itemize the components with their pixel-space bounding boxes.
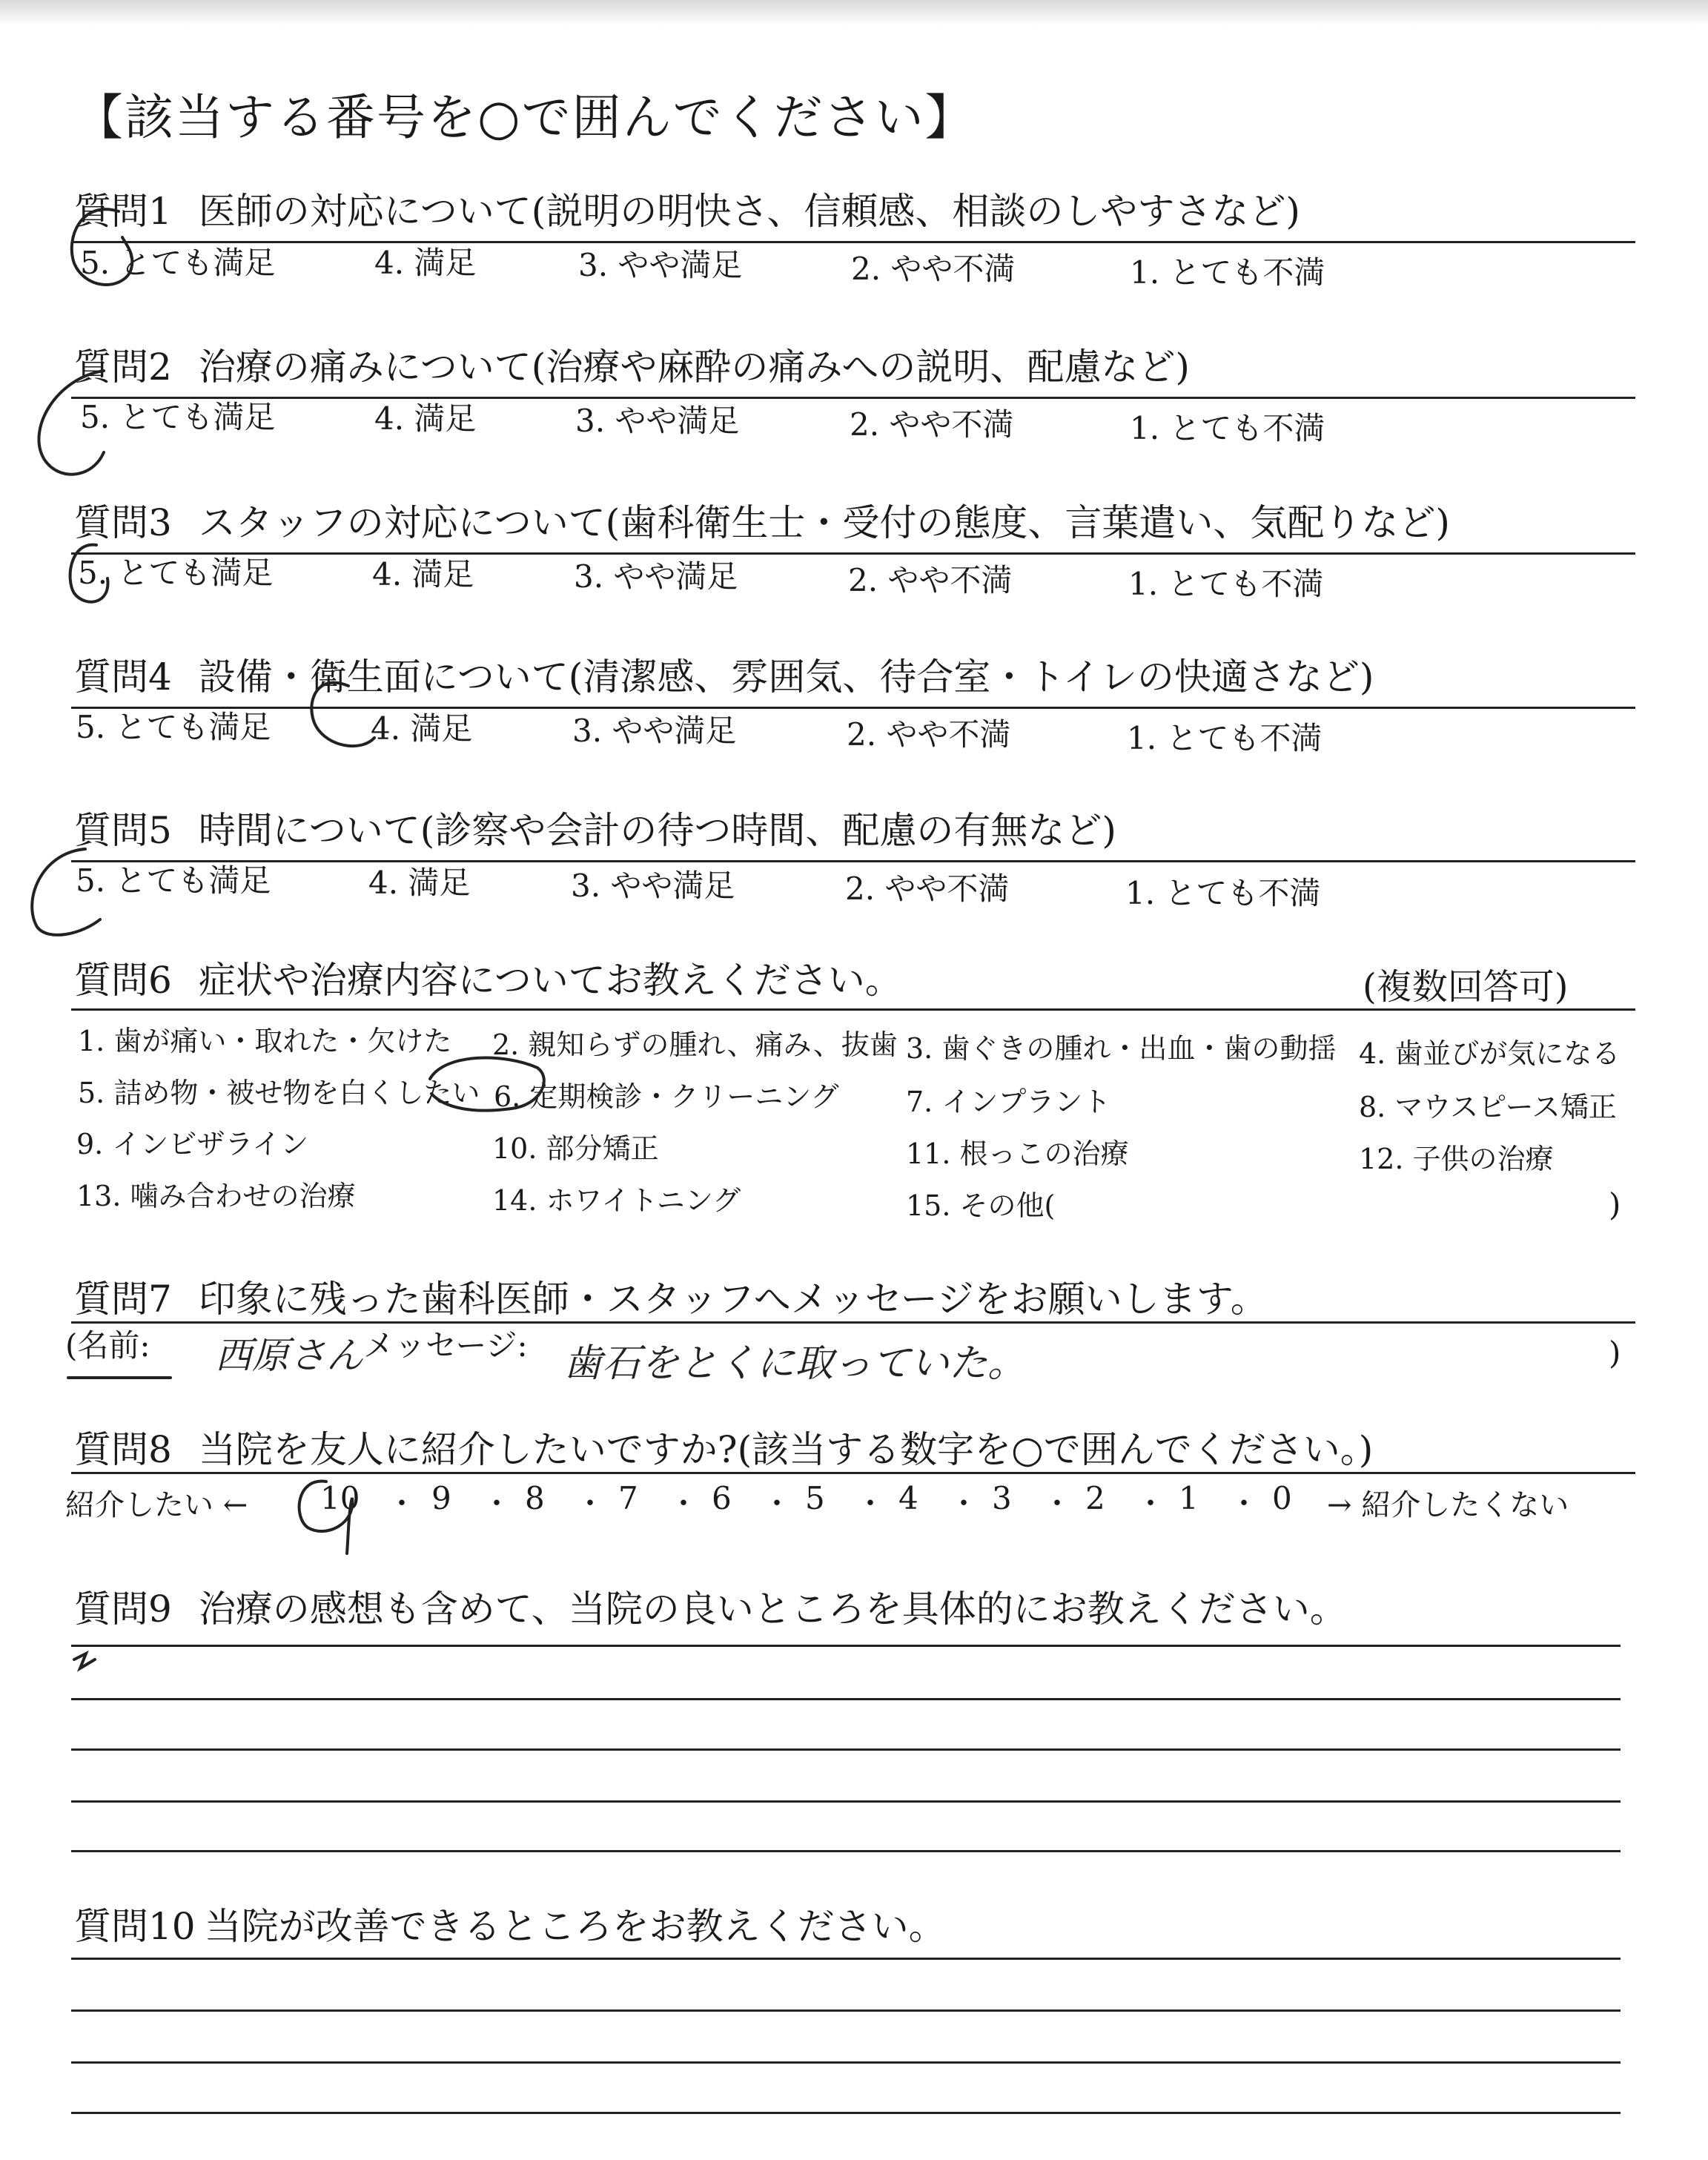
option-2[interactable]: 2. やや不満 [847, 716, 1011, 753]
choice-6[interactable]: 6. 定期検診・クリーニング [494, 1080, 839, 1113]
scale-separator: ・ [855, 1487, 885, 1521]
question-8-rule [71, 1472, 1635, 1474]
question-4-rule [71, 707, 1635, 709]
name-value[interactable]: 西原さん [215, 1334, 363, 1377]
choice-15[interactable]: 15. その他( [906, 1189, 1056, 1222]
question-number: 質問8 [74, 1428, 172, 1471]
scale-10[interactable]: 10 [320, 1480, 360, 1516]
option-4[interactable]: 4. 満足 [371, 710, 473, 747]
question-text: 設備・衛生面について(清潔感、雰囲気、待合室・トイレの快適さなど) [198, 655, 1374, 698]
choice-2[interactable]: 2. 親知らずの腫れ、痛み、抜歯 [492, 1028, 898, 1061]
other-close-paren: ) [1609, 1186, 1621, 1223]
question-6-heading [74, 951, 902, 1004]
option-1[interactable]: 1. とても不満 [1125, 875, 1321, 911]
scale-4[interactable]: 4 [898, 1480, 918, 1516]
question-number: 質問7 [74, 1278, 172, 1321]
question-5-rule [71, 860, 1635, 862]
scale-separator: ・ [482, 1487, 512, 1521]
name-label: (名前: [65, 1327, 150, 1364]
question-number: 質問4 [74, 655, 172, 698]
question-3-rule [71, 552, 1635, 555]
option-2[interactable]: 2. やや不満 [850, 406, 1014, 443]
option-3[interactable]: 3. やや満足 [575, 403, 740, 439]
question-text: 当院を友人に紹介したいですか?(該当する数字を○で囲んでください。) [198, 1428, 1374, 1471]
question-10-heading [74, 1897, 946, 1950]
question-2-rule [71, 397, 1635, 399]
question-text: 印象に残った歯科医師・スタッフへメッセージをお願いします。 [198, 1278, 1268, 1321]
option-3[interactable]: 3. やや満足 [572, 713, 737, 749]
answer-line [71, 2009, 1621, 2012]
option-4[interactable]: 4. 満足 [368, 865, 471, 901]
choice-14[interactable]: 14. ホワイトニング [492, 1184, 741, 1217]
scale-separator: ・ [949, 1487, 979, 1521]
scale-2[interactable]: 2 [1085, 1480, 1105, 1516]
scale-separator: ・ [575, 1487, 605, 1521]
option-4[interactable]: 4. 満足 [374, 400, 477, 437]
choice-4[interactable]: 4. 歯並びが気になる [1359, 1037, 1621, 1070]
answer-line [71, 1698, 1621, 1700]
question-1-heading [74, 182, 1300, 235]
question-2-heading [74, 337, 1190, 391]
option-2[interactable]: 2. やや不満 [851, 251, 1016, 287]
option-4[interactable]: 4. 満足 [374, 245, 477, 281]
option-5[interactable]: 5. とても満足 [80, 399, 276, 435]
choice-7[interactable]: 7. インプラント [906, 1086, 1111, 1118]
choice-13[interactable]: 13. 噛み合わせの治療 [76, 1180, 356, 1212]
question-number: 質問2 [74, 346, 172, 389]
choice-8[interactable]: 8. マウスピース矯正 [1359, 1091, 1617, 1123]
option-1[interactable]: 1. とても不満 [1130, 254, 1325, 291]
answer-line [71, 1645, 1621, 1647]
question-text: 症状や治療内容についてお教えください。 [198, 959, 902, 1002]
question-number: 質問3 [74, 501, 172, 544]
scale-separator: ・ [1042, 1487, 1072, 1521]
scale-5[interactable]: 5 [805, 1480, 825, 1516]
option-3[interactable]: 3. やや満足 [571, 868, 735, 904]
scale-1[interactable]: 1 [1179, 1480, 1199, 1516]
option-1[interactable]: 1. とても不満 [1130, 410, 1325, 446]
scale-7[interactable]: 7 [618, 1480, 638, 1516]
option-3[interactable]: 3. やや満足 [578, 247, 743, 283]
recommend-right-label: → 紹介したくない [1327, 1488, 1569, 1522]
scale-6[interactable]: 6 [712, 1480, 732, 1516]
multiple-answer-note: (複数回答可) [1363, 966, 1569, 1008]
question-7-rule [71, 1321, 1635, 1324]
choice-10[interactable]: 10. 部分矯正 [492, 1132, 659, 1165]
option-1[interactable]: 1. とても不満 [1128, 566, 1324, 602]
scale-separator: ・ [669, 1487, 698, 1521]
scale-separator: ・ [1229, 1487, 1259, 1521]
question-text: 医師の対応について(説明の明快さ、信頼感、相談のしやすさなど) [198, 190, 1300, 233]
choice-1[interactable]: 1. 歯が痛い・取れた・欠けた [78, 1025, 452, 1057]
scale-separator: ・ [762, 1487, 792, 1521]
option-3[interactable]: 3. やや満足 [574, 558, 738, 595]
scale-separator: ・ [387, 1487, 417, 1521]
choice-9[interactable]: 9. インビザライン [76, 1128, 309, 1160]
question-text: 治療の痛みについて(治療や麻酔の痛みへの説明、配慮など) [198, 346, 1190, 389]
choice-5[interactable]: 5. 詰め物・被せ物を白くしたい [78, 1077, 480, 1109]
option-4[interactable]: 4. 満足 [372, 556, 474, 592]
option-5[interactable]: 5. とても満足 [80, 245, 276, 281]
page-title: 【該当する番号を○で囲んでください】 [74, 89, 976, 146]
question-number: 質問1 [74, 190, 172, 233]
choice-12[interactable]: 12. 子供の治療 [1359, 1143, 1554, 1175]
scan-edge-shadow [0, 0, 1708, 25]
question-number: 質問9 [74, 1588, 172, 1631]
scale-3[interactable]: 3 [992, 1480, 1012, 1516]
option-5[interactable]: 5. とても満足 [76, 709, 271, 745]
option-2[interactable]: 2. やや不満 [845, 871, 1010, 907]
option-5[interactable]: 5. とても満足 [76, 862, 271, 899]
question-7-heading [74, 1269, 1268, 1323]
scale-separator: ・ [1136, 1487, 1165, 1521]
scale-9[interactable]: 9 [431, 1480, 451, 1516]
message-label: メッセージ: [363, 1327, 528, 1364]
option-2[interactable]: 2. やや不満 [848, 562, 1013, 598]
question-number: 質問5 [74, 809, 172, 852]
question-text: 治療の感想も含めて、当院の良いところを具体的にお教えください。 [198, 1588, 1347, 1631]
stray-pen-mark [74, 1654, 95, 1668]
question-number: 質問6 [74, 959, 172, 1002]
question-4-heading [74, 647, 1374, 701]
answer-line [71, 1748, 1621, 1751]
answer-line [71, 1800, 1621, 1803]
question-3-heading [74, 493, 1450, 546]
option-5[interactable]: 5. とても満足 [78, 555, 274, 591]
question-6-rule [71, 1008, 1635, 1011]
message-close-paren: ) [1609, 1335, 1621, 1371]
recommend-left-label: 紹介したい ← [65, 1488, 248, 1522]
question-1-rule [71, 241, 1635, 243]
question-text: 時間について(診察や会計の待つ時間、配慮の有無など) [198, 809, 1116, 852]
answer-line [71, 1958, 1621, 1960]
option-1[interactable]: 1. とても不満 [1127, 720, 1323, 756]
question-5-heading [74, 801, 1116, 854]
choice-3[interactable]: 3. 歯ぐきの腫れ・出血・歯の動揺 [906, 1032, 1337, 1065]
choice-11[interactable]: 11. 根っこの治療 [906, 1137, 1129, 1170]
question-text: スタッフの対応について(歯科衛生士・受付の態度、言葉遣い、気配りなど) [198, 501, 1450, 544]
answer-line [71, 2112, 1621, 2114]
scale-8[interactable]: 8 [525, 1480, 545, 1516]
question-9-heading [74, 1579, 1347, 1633]
scale-0[interactable]: 0 [1272, 1480, 1292, 1516]
question-text: 当院が改善できるところをお教えください。 [204, 1905, 946, 1948]
question-number: 質問10 [74, 1905, 196, 1948]
answer-line [71, 1850, 1621, 1852]
question-8-heading [74, 1420, 1373, 1473]
message-value[interactable]: 歯石をとくに取っていた。 [563, 1341, 1027, 1386]
answer-line [71, 2061, 1621, 2064]
